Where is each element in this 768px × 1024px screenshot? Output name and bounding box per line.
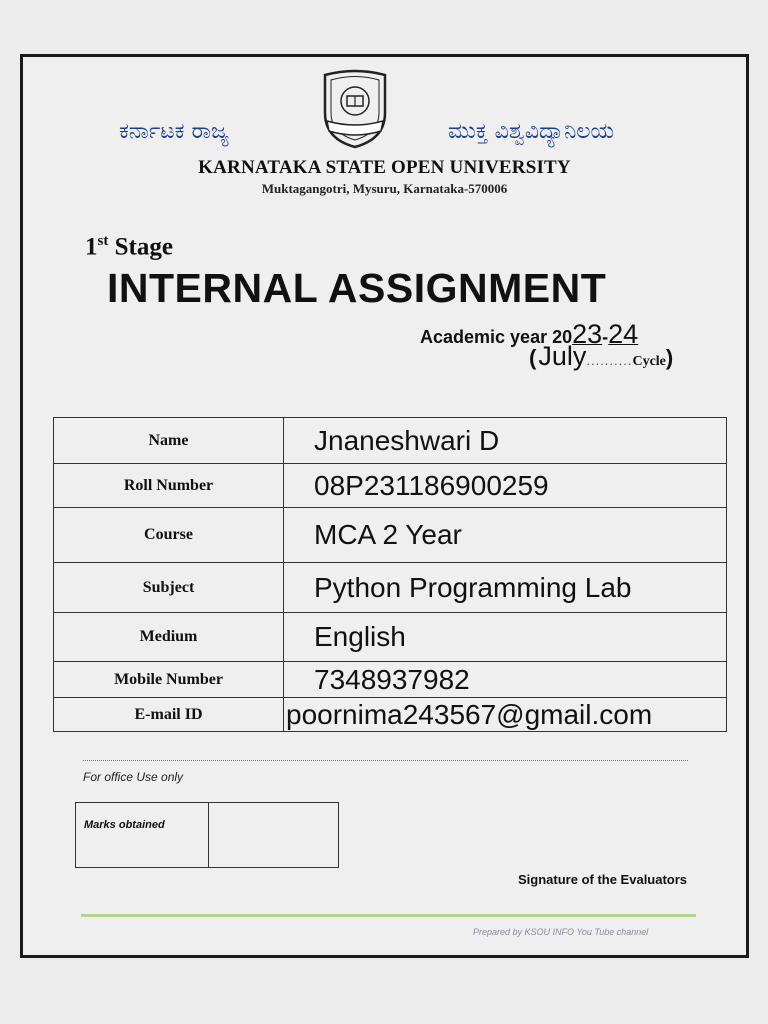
medium-value: English	[284, 613, 727, 662]
university-name: KARNATAKA STATE OPEN UNIVERSITY	[198, 157, 571, 178]
subject-value: Python Programming Lab	[284, 563, 727, 613]
cycle-close-paren: )	[665, 345, 674, 370]
table-row	[54, 662, 727, 698]
email-value: poornima243567@gmail.com	[284, 698, 727, 732]
kannada-title-right: ಮುಕ್ತ ವಿಶ್ವವಿದ್ಯಾನಿಲಯ	[448, 119, 615, 144]
name-label: Name	[54, 418, 284, 464]
cycle-dots: ..........	[586, 353, 633, 368]
roll-number-label: Roll Number	[54, 464, 284, 508]
cycle-open-paren: (	[529, 345, 537, 370]
office-use-label: For office Use only	[83, 770, 184, 784]
table-row	[54, 418, 727, 464]
academic-year-label: Academic year 20	[420, 327, 573, 347]
marks-obtained-label: Marks obtained	[76, 803, 209, 867]
course-value: MCA 2 Year	[284, 508, 727, 563]
medium-label: Medium	[54, 613, 284, 662]
course-label: Course	[54, 508, 284, 563]
table-row	[54, 563, 727, 613]
evaluator-signature-label: Signature of the Evaluators	[518, 872, 688, 887]
stage-word: Stage	[114, 233, 173, 261]
subject-label: Subject	[54, 563, 284, 613]
kannada-title-left: ಕರ್ನಾಟಕ ರಾಜ್ಯ	[119, 119, 229, 144]
cycle-line	[529, 341, 673, 372]
table-row	[54, 698, 727, 732]
student-details-table	[53, 417, 727, 732]
mobile-number-value: 7348937982	[284, 662, 727, 698]
assignment-sheet	[20, 54, 749, 958]
roll-number-value: 08P231186900259	[284, 464, 727, 508]
table-row	[54, 508, 727, 563]
year-separator: -	[602, 327, 609, 347]
university-address: Muktagangotri, Mysuru, Karnataka-570006	[261, 181, 508, 196]
marks-box	[75, 802, 339, 868]
page-title: INTERNAL ASSIGNMENT	[107, 265, 607, 311]
year-end: 24	[608, 319, 639, 349]
stage-suffix: st	[97, 233, 109, 249]
cycle-month: July	[538, 341, 587, 371]
stage-number: 1	[85, 233, 98, 261]
year-start: 23	[572, 319, 603, 349]
email-label: E-mail ID	[54, 698, 284, 732]
cycle-word: Cycle	[632, 354, 666, 369]
name-value: Jnaneshwari D	[284, 418, 727, 464]
office-divider	[83, 760, 688, 761]
mobile-number-label: Mobile Number	[54, 662, 284, 698]
table-row	[54, 464, 727, 508]
stage-heading	[85, 233, 173, 261]
table-row	[54, 613, 727, 662]
prepared-by-note: Prepared by KSOU INFO You Tube channel	[473, 927, 649, 937]
footer-divider	[81, 914, 696, 917]
university-crest-icon	[319, 69, 391, 149]
